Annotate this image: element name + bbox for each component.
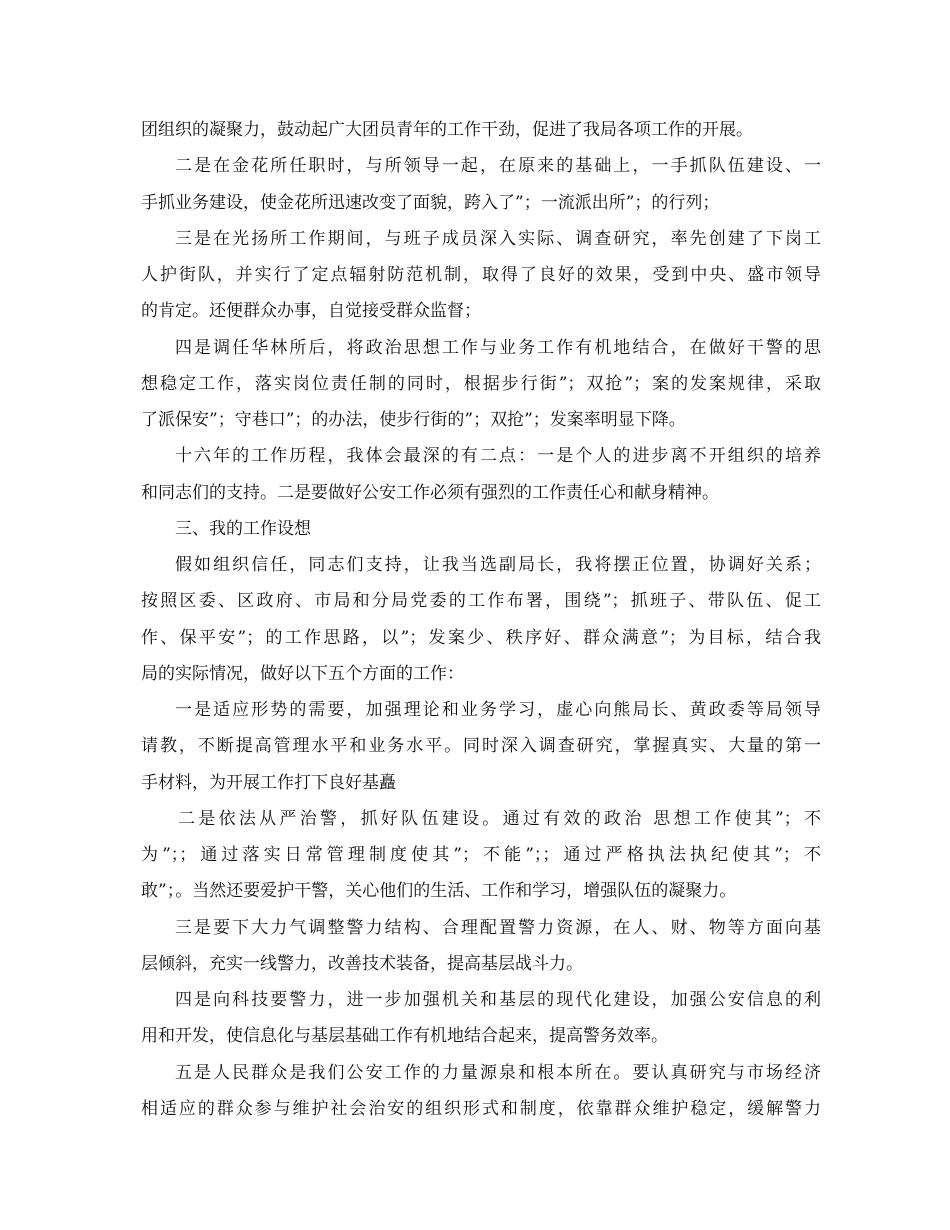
paragraph-line: 手材料，为开展工作打下良好基矗 xyxy=(141,772,396,793)
paragraph-line: 手抓业务建设，使金花所迅速改变了面貌，跨入了”；一流派出所”；的行列； xyxy=(141,192,720,213)
paragraph-line: 五是人民群众是我们公安工作的力量源泉和根本所在。要认真研究与市场经济 xyxy=(175,1062,821,1083)
document-page xyxy=(141,112,821,1127)
paragraph-line: 三是在光扬所工作期间，与班子成员深入实际、调查研究，率先创建了下岗工 xyxy=(175,228,821,249)
paragraph-line: 请教，不断提高管理水平和业务水平。同时深入调查研究，掌握真实、大量的第一 xyxy=(141,736,821,757)
paragraph-line: 团组织的凝聚力，鼓动起广大团员青年的工作干劲，促进了我局各项工作的开展。 xyxy=(141,120,753,140)
paragraph-line: 作、保平安”；的工作思路，以”；发案少、秩序好、群众满意”；为目标，结合我 xyxy=(141,627,821,648)
paragraph-line: 相适应的群众参与维护社会治安的组织形式和制度，依靠群众维护稳定，缓解警力 xyxy=(141,1098,821,1119)
paragraph-line: 按照区委、区政府、市局和分局党委的工作布署，围绕”；抓班子、带队伍、促工 xyxy=(141,591,821,612)
paragraph-line: 一是适应形势的需要，加强理论和业务学习，虚心向熊局长、黄政委等局领导 xyxy=(175,700,821,720)
paragraph-line: 二是依法从严治警，抓好队伍建设。通过有效的政治 思想工作使其”；不 xyxy=(178,808,821,829)
paragraph-line: 层倾斜，充实一线警力，改善技术装备，提高基层战斗力。 xyxy=(141,953,583,974)
paragraph-line: 的肯定。还便群众办事，自觉接受群众监督； xyxy=(141,301,481,322)
paragraph-line: 为”；；通过落实日常管理制度使其”；不能”；；通过严格执法执纪使其”；不 xyxy=(141,845,821,865)
paragraph-line: 四是向科技要警力，进一步加强机关和基层的现代化建设，加强公安信息的利 xyxy=(175,990,821,1010)
paragraph-line: 想稳定工作，落实岗位责任制的同时，根据步行街”；双抢”；案的发案规律，采取 xyxy=(141,373,821,394)
paragraph-line: 假如组织信任，同志们支持，让我当选副局长，我将摆正位置，协调好关系； xyxy=(175,555,821,575)
paragraph-line: 二是在金花所任职时，与所领导一起，在原来的基础上，一手抓队伍建设、一 xyxy=(175,156,821,177)
paragraph-line: 人护街队，并实行了定点辐射防范机制，取得了良好的效果，受到中央、盛市领导 xyxy=(141,265,821,285)
paragraph-line: 局的实际情况，做好以下五个方面的工作： xyxy=(141,663,464,684)
paragraph-line: 敢”；。当然还要爱护干警，关心他们的生活、工作和学习，增强队伍的凝聚力。 xyxy=(141,881,737,902)
paragraph-line: 了派保安”；守巷口”；的办法，使步行街的”；双抢”；发案率明显下降。 xyxy=(141,410,686,430)
paragraph-line: 十六年的工作历程，我体会最深的有二点：一是个人的进步离不开组织的培养 xyxy=(175,446,821,467)
paragraph-line: 三是要下大力气调整警力结构、合理配置警力资源，在人、财、物等方面向基 xyxy=(175,917,821,938)
paragraph-line: 和同志们的支持。二是要做好公安工作必须有强烈的工作责任心和献身精神。 xyxy=(141,482,719,503)
paragraph-line: 四是调任华林所后，将政治思想工作与业务工作有机地结合，在做好干警的思 xyxy=(175,337,821,358)
paragraph-line: 用和开发，使信息化与基层基础工作有机地结合起来，提高警务效率。 xyxy=(141,1026,668,1047)
section-heading: 三、我的工作设想 xyxy=(175,518,311,539)
